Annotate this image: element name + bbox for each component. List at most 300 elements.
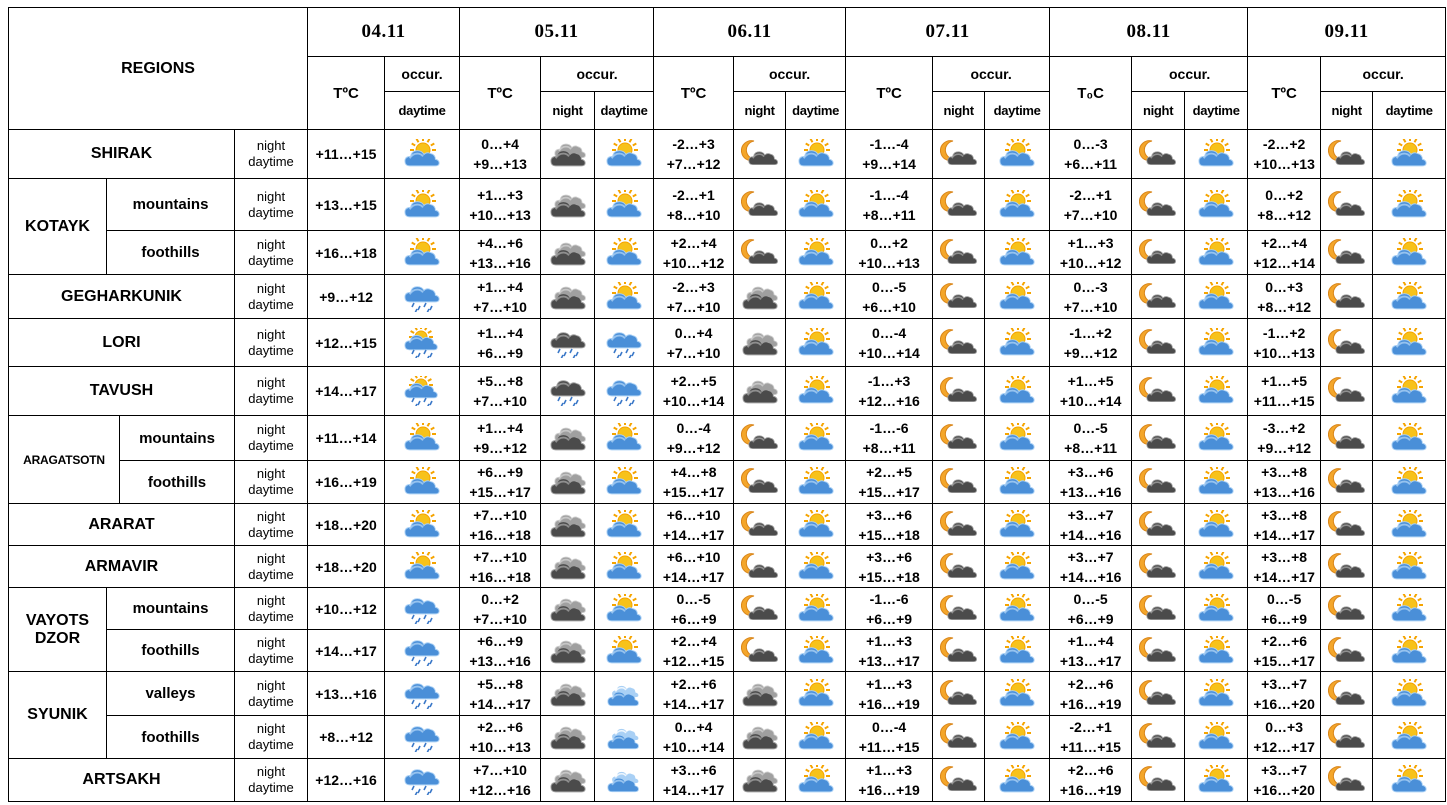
moon-cloud-icon [940, 765, 978, 795]
sun-cloud-icon [797, 139, 835, 169]
day-temp: +8…+11 [862, 206, 916, 223]
date-header: 08.11 [1050, 8, 1248, 57]
moon-cloud-icon [1328, 594, 1366, 624]
occurrence-header: occur. [734, 57, 846, 92]
night-daytime-label [235, 130, 308, 179]
night-temp: +1…+3 [1067, 234, 1114, 251]
day-temp: +15…+17 [1253, 652, 1315, 669]
temperature-cell [846, 630, 933, 672]
weather-icon-cell [786, 588, 846, 630]
region-name: ARTSAKH [9, 759, 235, 802]
day-temp: +8…+11 [1064, 440, 1118, 456]
sun-cloud-icon [605, 510, 643, 540]
weather-icon-cell [734, 716, 786, 759]
day-temp: +14…+17 [662, 568, 725, 585]
day-temp: +14…+16 [1059, 526, 1122, 543]
night-temp: 0…-4 [676, 420, 711, 436]
night-temp: +1…+3 [866, 675, 913, 692]
sun-cloud-icon [998, 679, 1036, 709]
sun-cloud-icon [1197, 328, 1235, 358]
sun-cloud-icon [797, 282, 835, 312]
day-temp: +12…+17 [1253, 739, 1315, 755]
weather-icon-cell [985, 130, 1050, 179]
daytime-label: daytime [248, 650, 294, 666]
weather-icon-cell [595, 275, 654, 319]
moon-cloud-icon [1328, 552, 1366, 582]
night-daytime-label [235, 367, 308, 416]
night-temp: 0…-5 [676, 590, 711, 607]
temperature-cell [846, 461, 933, 504]
sun-cloud-icon [403, 510, 441, 540]
temperature-cell [460, 179, 541, 231]
day-temp: +8…+12 [319, 729, 373, 745]
dark-cloud-icon [549, 467, 587, 497]
subregion-name: foothills [107, 630, 235, 672]
weather-icon-cell [734, 504, 786, 546]
daytime-header: daytime [595, 92, 654, 130]
night-daytime-label [235, 179, 308, 231]
night-daytime-label [235, 416, 308, 461]
weather-icon-cell [541, 130, 595, 179]
day-temp: +11…+15 [315, 146, 377, 162]
temperature-cell [460, 630, 541, 672]
night-temp: +7…+10 [473, 506, 527, 523]
sun-cloud-icon [1390, 722, 1428, 752]
day-temp: +16…+19 [1059, 782, 1122, 798]
day-temp: +15…+18 [858, 526, 920, 543]
weather-icon-cell [1373, 461, 1446, 504]
region-name: SYUNIK [9, 672, 107, 759]
night-temp: +2…+5 [866, 464, 913, 480]
temperature-cell [308, 759, 385, 802]
moon-cloud-icon [741, 636, 779, 666]
temp-header: TºC [654, 57, 734, 130]
sun-cloud-icon [1390, 423, 1428, 453]
weather-icon-cell [933, 319, 985, 367]
night-temp: -2…+1 [672, 186, 715, 203]
sun-cloud-icon [998, 190, 1036, 220]
dark-cloud-icon [741, 376, 779, 406]
weather-icon-cell [1185, 130, 1248, 179]
temperature-cell [654, 716, 734, 759]
sun-cloud-icon [1197, 139, 1235, 169]
weather-icon-cell [1373, 716, 1446, 759]
night-temp: +5…+8 [477, 675, 524, 692]
night-temp: +6…+9 [477, 632, 524, 649]
day-temp: +10…+13 [1253, 156, 1315, 172]
weather-icon-cell [541, 179, 595, 231]
weather-icon-cell [933, 504, 985, 546]
night-temp: 0…-3 [1073, 136, 1108, 152]
weather-icon-cell [595, 504, 654, 546]
daytime-label: daytime [248, 566, 294, 582]
day-temp: +9…+12 [1257, 440, 1311, 456]
day-temp: +10…+12 [315, 600, 377, 617]
day-temp: +10…+13 [469, 206, 531, 223]
day-temp: +15…+17 [662, 484, 725, 500]
daytime-label: daytime [248, 391, 294, 406]
weather-icon-cell [1185, 672, 1248, 716]
sun-cloud-icon [605, 190, 643, 220]
temperature-cell [1050, 588, 1132, 630]
temperature-cell [1248, 319, 1321, 367]
night-temp: +2…+6 [477, 719, 524, 735]
night-temp: +3…+6 [670, 762, 717, 778]
temperature-cell [654, 504, 734, 546]
sun-cloud-icon [797, 552, 835, 582]
temperature-cell [1248, 416, 1321, 461]
temperature-cell [654, 130, 734, 179]
day-temp: +9…+12 [473, 440, 527, 456]
weather-icon-cell [933, 231, 985, 275]
night-temp: -1…+2 [1262, 324, 1306, 341]
blue-cloud-icon [605, 722, 643, 752]
moon-cloud-icon [741, 190, 779, 220]
daytime-label: daytime [248, 204, 294, 220]
weather-icon-cell [985, 630, 1050, 672]
night-temp: -2…+1 [1069, 719, 1112, 735]
temperature-cell [308, 130, 385, 179]
night-label: night [256, 466, 286, 481]
weather-icon-cell [933, 716, 985, 759]
dark-cloud-icon [549, 722, 587, 752]
day-temp: +13…+17 [858, 652, 920, 669]
night-temp: +1…+3 [866, 632, 913, 649]
temperature-cell [654, 367, 734, 416]
weather-icon-cell [1132, 416, 1185, 461]
sun-cloud-icon [1197, 190, 1235, 220]
weather-icon-cell [1373, 416, 1446, 461]
weather-icon-cell [933, 275, 985, 319]
sun-cloud-icon [797, 238, 835, 268]
temperature-cell [1248, 179, 1321, 231]
weather-icon-cell [385, 630, 460, 672]
night-temp: +4…+6 [477, 234, 524, 251]
weather-icon-cell [541, 546, 595, 588]
weather-icon-cell [933, 130, 985, 179]
night-daytime-label [235, 588, 308, 630]
forecast-table [8, 7, 1446, 802]
weather-icon-cell [734, 231, 786, 275]
night-temp: +3…+7 [1067, 548, 1114, 565]
night-label: night [256, 375, 286, 390]
temperature-cell [308, 416, 385, 461]
day-temp: +6…+9 [477, 344, 524, 361]
weather-icon-cell [1185, 630, 1248, 672]
sun-cloud-icon [1390, 139, 1428, 169]
moon-cloud-icon [940, 328, 978, 358]
rain-cloud-icon [403, 722, 441, 752]
weather-icon-cell [1185, 716, 1248, 759]
sun-cloud-icon [1390, 636, 1428, 666]
day-temp: +18…+20 [315, 558, 377, 575]
weather-icon-cell [985, 546, 1050, 588]
night-label: night [256, 188, 286, 204]
date-header: 07.11 [846, 8, 1050, 57]
sun-cloud-icon [797, 376, 835, 406]
sun-cloud-icon [1197, 722, 1235, 752]
weather-icon-cell [385, 546, 460, 588]
weather-icon-cell [1132, 672, 1185, 716]
night-temp: 0…+4 [674, 324, 713, 341]
weather-icon-cell [786, 416, 846, 461]
weather-icon-cell [385, 672, 460, 716]
weather-icon-cell [786, 179, 846, 231]
sun-cloud-icon [797, 765, 835, 795]
subregion-name: mountains [120, 416, 235, 461]
weather-icon-cell [985, 461, 1050, 504]
temperature-cell [1248, 630, 1321, 672]
regions-header: REGIONS [9, 8, 308, 130]
night-label: night [256, 422, 286, 437]
weather-icon-cell [1373, 231, 1446, 275]
night-label: night [256, 677, 286, 693]
temperature-cell [460, 504, 541, 546]
weather-icon-cell [985, 275, 1050, 319]
temperature-cell [846, 231, 933, 275]
weather-icon-cell [1321, 275, 1373, 319]
temperature-cell [1050, 130, 1132, 179]
weather-icon-cell [1321, 179, 1373, 231]
moon-cloud-icon [1139, 423, 1177, 453]
temperature-cell [1050, 630, 1132, 672]
night-temp: +3…+6 [866, 548, 913, 565]
dark-cloud-icon [549, 552, 587, 582]
day-temp: +12…+15 [315, 334, 377, 351]
temperature-cell [1050, 231, 1132, 275]
day-temp: +14…+17 [662, 695, 725, 712]
daytime-header: daytime [1373, 92, 1446, 130]
weather-icon-cell [385, 716, 460, 759]
temperature-cell [654, 588, 734, 630]
night-daytime-label [235, 630, 308, 672]
weather-icon-cell [734, 416, 786, 461]
day-temp: +16…+18 [469, 568, 531, 585]
day-temp: +13…+16 [1059, 484, 1122, 500]
moon-cloud-icon [1328, 376, 1366, 406]
sun-cloud-icon [605, 139, 643, 169]
day-temp: +15…+17 [469, 484, 531, 500]
sun-cloud-icon [998, 282, 1036, 312]
moon-cloud-icon [1139, 376, 1177, 406]
temperature-cell [1248, 716, 1321, 759]
sun-cloud-icon [998, 328, 1036, 358]
night-temp: 0…+2 [870, 234, 908, 251]
day-temp: +14…+17 [662, 782, 725, 798]
temperature-cell [308, 504, 385, 546]
weather-icon-cell [1373, 319, 1446, 367]
dark-cloud-icon [549, 510, 587, 540]
subregion-name: valleys [107, 672, 235, 716]
temperature-cell [846, 179, 933, 231]
sun-cloud-icon [1390, 238, 1428, 268]
night-daytime-label [235, 672, 308, 716]
region-name: LORI [9, 319, 235, 367]
daytime-label: daytime [248, 737, 294, 752]
sun-cloud-icon [1197, 765, 1235, 795]
day-temp: +10…+14 [662, 393, 725, 409]
day-temp: +10…+14 [858, 344, 920, 361]
rain-cloud-icon [605, 376, 643, 406]
day-temp: +7…+10 [666, 344, 721, 361]
daytime-label: daytime [248, 780, 294, 795]
temperature-cell [1050, 716, 1132, 759]
temperature-cell [846, 367, 933, 416]
night-temp: 0…+3 [1265, 278, 1303, 295]
night-daytime-label [235, 275, 308, 319]
night-temp: +3…+8 [1261, 464, 1308, 480]
sun-cloud-icon [1197, 510, 1235, 540]
moon-cloud-icon [1139, 282, 1177, 312]
weather-icon-cell [385, 461, 460, 504]
occurrence-header: occur. [1132, 57, 1248, 92]
weather-icon-cell [1321, 630, 1373, 672]
moon-cloud-icon [940, 139, 978, 169]
moon-cloud-icon [1328, 328, 1366, 358]
sun-cloud-icon [797, 679, 835, 709]
moon-cloud-icon [1139, 636, 1177, 666]
day-temp: +6…+9 [1261, 610, 1308, 627]
temperature-cell [460, 672, 541, 716]
day-temp: +13…+16 [1253, 484, 1315, 500]
night-temp: +3…+8 [1261, 506, 1308, 523]
region-name: ARAGATSOTN [9, 416, 120, 504]
temperature-cell [654, 416, 734, 461]
weather-icon-cell [595, 759, 654, 802]
subregion-name: foothills [107, 231, 235, 275]
daytime-header: daytime [1185, 92, 1248, 130]
moon-cloud-icon [1139, 594, 1177, 624]
day-temp: +15…+18 [858, 568, 920, 585]
weather-icon-cell [786, 231, 846, 275]
sun-rain-icon [403, 376, 441, 406]
blue-cloud-icon [605, 679, 643, 709]
temperature-cell [654, 672, 734, 716]
night-temp: +1…+4 [1067, 632, 1114, 649]
date-header: 04.11 [308, 8, 460, 57]
day-temp: +7…+10 [473, 610, 527, 627]
weather-icon-cell [985, 179, 1050, 231]
sun-cloud-icon [1390, 594, 1428, 624]
daytime-label: daytime [248, 438, 294, 453]
night-daytime-label [235, 759, 308, 802]
night-temp: 0…+4 [481, 136, 519, 152]
day-temp: +10…+13 [858, 254, 920, 271]
weather-icon-cell [985, 367, 1050, 416]
weather-icon-cell [541, 759, 595, 802]
sun-cloud-icon [797, 467, 835, 497]
weather-icon-cell [786, 130, 846, 179]
night-temp: +6…+10 [666, 548, 721, 565]
weather-icon-cell [1373, 179, 1446, 231]
weather-icon-cell [786, 461, 846, 504]
night-temp: +7…+10 [473, 762, 527, 778]
sun-cloud-icon [605, 282, 643, 312]
weather-icon-cell [595, 319, 654, 367]
weather-icon-cell [1321, 588, 1373, 630]
dark-cloud-icon [549, 679, 587, 709]
weather-icon-cell [385, 130, 460, 179]
moon-cloud-icon [940, 423, 978, 453]
temperature-cell [1248, 231, 1321, 275]
night-label: night [256, 592, 286, 608]
night-temp: -1…-4 [869, 136, 909, 152]
night-temp: +5…+8 [477, 373, 524, 389]
day-temp: +11…+14 [315, 430, 377, 446]
night-temp: +2…+5 [670, 373, 717, 389]
sun-cloud-icon [797, 722, 835, 752]
night-temp: +2…+6 [1067, 762, 1114, 778]
moon-cloud-icon [741, 423, 779, 453]
day-temp: +16…+19 [315, 474, 377, 490]
day-temp: +7…+10 [666, 298, 721, 315]
dark-cloud-icon [549, 765, 587, 795]
night-temp: +3…+6 [1067, 464, 1114, 480]
temperature-cell [846, 319, 933, 367]
night-daytime-label [235, 231, 308, 275]
occurrence-header: occur. [541, 57, 654, 92]
sun-cloud-icon [605, 636, 643, 666]
sun-cloud-icon [1390, 552, 1428, 582]
weather-icon-cell [734, 179, 786, 231]
weather-icon-cell [1373, 546, 1446, 588]
day-temp: +6…+9 [866, 610, 913, 627]
weather-icon-cell [1321, 546, 1373, 588]
weather-icon-cell [595, 416, 654, 461]
day-temp: +8…+12 [1257, 298, 1311, 315]
rain-cloud-icon [403, 679, 441, 709]
sun-cloud-icon [998, 423, 1036, 453]
day-temp: +9…+12 [666, 440, 721, 456]
weather-icon-cell [541, 319, 595, 367]
sun-cloud-icon [1390, 376, 1428, 406]
sun-cloud-icon [797, 423, 835, 453]
moon-cloud-icon [1328, 190, 1366, 220]
weather-icon-cell [985, 231, 1050, 275]
moon-cloud-icon [741, 552, 779, 582]
day-temp: +14…+17 [315, 383, 377, 399]
dark-cloud-icon [549, 282, 587, 312]
weather-icon-cell [595, 588, 654, 630]
day-temp: +16…+19 [858, 782, 920, 798]
sun-cloud-icon [998, 594, 1036, 624]
dark-rain-icon [549, 328, 587, 358]
sun-cloud-icon [403, 190, 441, 220]
night-temp: +3…+7 [1261, 762, 1308, 778]
day-temp: +7…+12 [666, 156, 721, 172]
dark-cloud-icon [741, 722, 779, 752]
night-label: night [256, 138, 286, 153]
temperature-cell [846, 275, 933, 319]
moon-cloud-icon [940, 636, 978, 666]
moon-cloud-icon [1139, 238, 1177, 268]
day-temp: +15…+17 [858, 484, 920, 500]
sun-cloud-icon [1197, 423, 1235, 453]
moon-cloud-icon [940, 282, 978, 312]
day-temp: +14…+17 [1253, 568, 1315, 585]
weather-icon-cell [595, 672, 654, 716]
dark-cloud-icon [741, 328, 779, 358]
day-temp: +7…+10 [1063, 298, 1118, 315]
weather-icon-cell [385, 231, 460, 275]
sun-cloud-icon [998, 636, 1036, 666]
night-label: night [256, 721, 286, 736]
temperature-cell [308, 546, 385, 588]
weather-icon-cell [1373, 588, 1446, 630]
night-temp: -3…+2 [1262, 420, 1306, 436]
moon-cloud-icon [1139, 190, 1177, 220]
temperature-cell [1050, 319, 1132, 367]
